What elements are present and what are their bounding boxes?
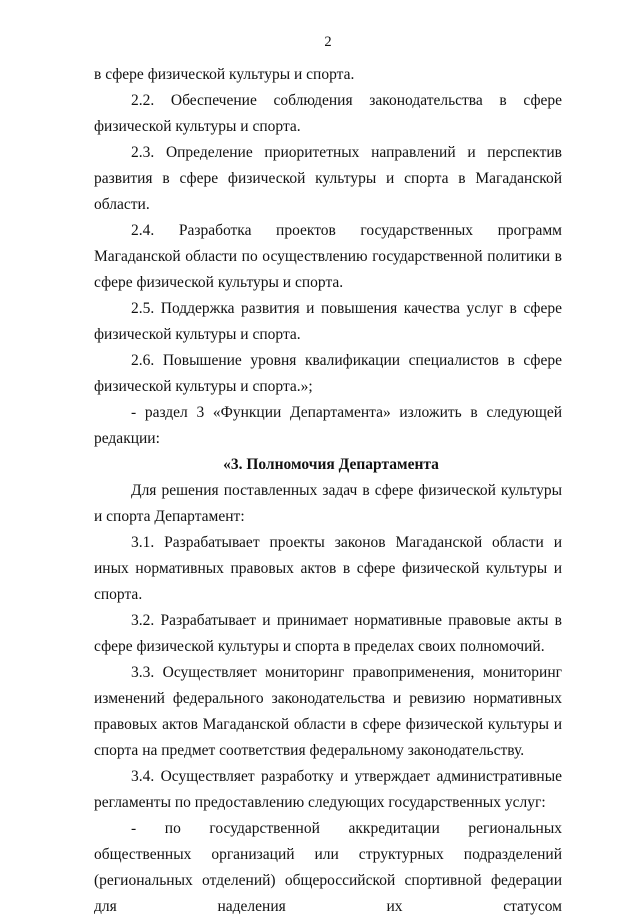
paragraph-2-5: 2.5. Поддержка развития и повышения качества услуг в сфере физической культуры и спорта. — [94, 300, 562, 343]
paragraph-accreditation: - по государственной аккредитации региональных общественных организаций или структурных подразделений (региональных отделений) общероссийской спортивной федерации для наделения их статусом — [94, 820, 562, 915]
paragraph-3-1: 3.1. Разрабатывает проекты законов Магаданской области и иных нормативных правовых актов в сфере физической культуры и спорта. — [94, 534, 562, 603]
paragraph-section-3-amendment: - раздел 3 «Функции Департамента» изложить в следующей редакции: — [94, 404, 562, 447]
section-heading: «3. Полномочия Департамента — [223, 456, 439, 473]
document-body — [94, 62, 562, 920]
paragraph-3-2: 3.2. Разрабатывает и принимает нормативные правовые акты в сфере физической культуры и спорта в пределах своих полномочий. — [94, 612, 562, 655]
paragraph-continuation: в сфере физической культуры и спорта. — [94, 66, 355, 83]
paragraph-intro: Для решения поставленных задач в сфере физической культуры и спорта Департамент: — [94, 482, 562, 525]
paragraph-3-4: 3.4. Осуществляет разработку и утверждает административные регламенты по предоставлению следующих государственных услуг: — [94, 768, 562, 811]
paragraph-3-3: 3.3. Осуществляет мониторинг правоприменения, мониторинг изменений федерального законодательства и ревизию нормативных правовых актов Магаданской области в сфере физической культуры и спорта на предмет соответствия федеральному законодательству. — [94, 664, 562, 759]
paragraph-2-6: 2.6. Повышение уровня квалификации специалистов в сфере физической культуры и спорта.»; — [94, 352, 562, 395]
paragraph-2-2: 2.2. Обеспечение соблюдения законодательства в сфере физической культуры и спорта. — [94, 92, 562, 135]
paragraph-2-3: 2.3. Определение приоритетных направлений и перспектив развития в сфере физической культуры и спорта в Магаданской области. — [94, 144, 562, 213]
paragraph-2-4: 2.4. Разработка проектов государственных программ Магаданской области по осуществлению государственной политики в сфере физической культуры и спорта. — [94, 222, 562, 291]
page-number: 2 — [324, 34, 332, 50]
